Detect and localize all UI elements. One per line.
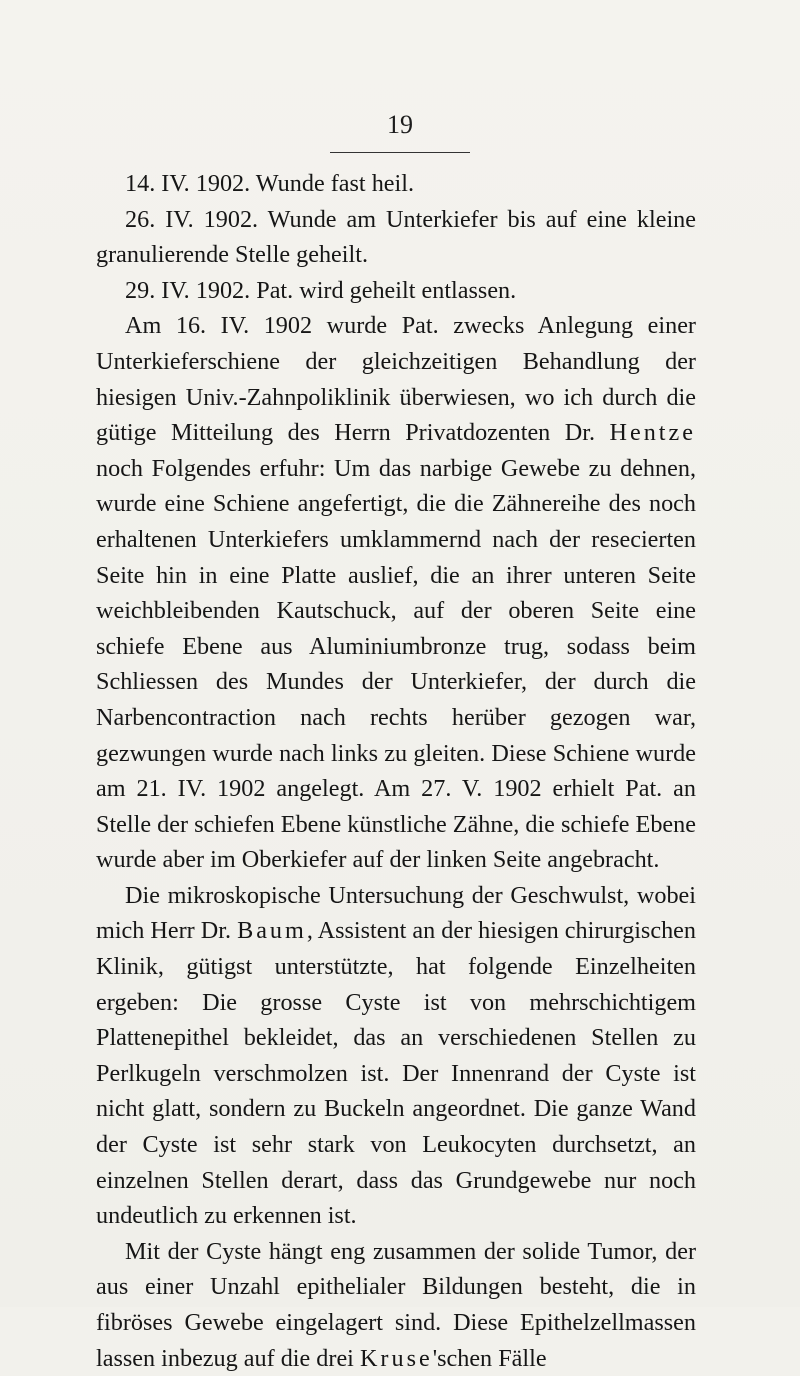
page-number: 19 — [387, 110, 413, 139]
paragraph-6-text-b: 'schen Fälle — [432, 1344, 547, 1372]
paragraph-5-text-b: , Assistent an der hiesigen chirurgischen Klinik, gütigst unterstützte, hat folgende Einzelheiten ergeben: Die grosse Cyste ist von mehrschichtigem Plattenepithel bekleidet, das an verschiedenen Stellen zu Perlkugeln verschmolzen ist. Der Innenrand der Cyste ist nicht glatt, sondern zu Buckeln angeordnet. Die ganze Wand der Cyste ist sehr stark von Leukocyten durchsetzt, an einzelnen Stellen derart, dass das Grundgewebe nur noch undeutlich zu erkennen ist. — [96, 917, 697, 1230]
body-text — [96, 166, 696, 1376]
paragraph-4-text-b: noch Folgendes erfuhr: Um das narbige Gewebe zu dehnen, wurde eine Schiene angefertigt, die die Zähnereihe des noch erhaltenen Unterkiefers umklammernd nach der resecierten Seite hin in eine Platte auslief, die an ihrer unteren Seite weichbleibenden Kautschuck, auf der oberen Seite eine schiefe Ebene aus Aluminiumbronze trug, sodass beim Schliessen des Mundes der Unterkiefer, der durch die Narbencontraction nach rechts herüber gezogen war, gezwungen wurde nach links zu gleiten. Diese Schiene wurde am 21. IV. 1902 angelegt. Am 27. V. 1902 erhielt Pat. an Stelle der schiefen Ebene künstliche Zähne, die schiefe Ebene wurde aber im Oberkiefer auf der linken Seite angebracht. — [96, 454, 696, 874]
paragraph-6 — [96, 1234, 696, 1376]
person-name-hentze: Hentze — [609, 419, 696, 447]
header-rule — [330, 152, 470, 153]
paragraph-3: 29. IV. 1902. Pat. wird geheilt entlassen. — [125, 276, 517, 304]
person-name-kruse: Kruse — [359, 1344, 433, 1372]
paragraph-2: 26. IV. 1902. Wunde am Unterkiefer bis auf eine kleine granulierende Stelle geheilt. — [96, 205, 696, 269]
paragraph-1: 14. IV. 1902. Wunde fast heil. — [125, 170, 415, 197]
paragraph-5-text-a: Die mikroskopische Untersuchung der Geschwulst, wobei mich Herr Dr. — [96, 881, 696, 945]
paragraph-4-text-a: Am 16. IV. 1902 wurde Pat. zwecks Anlegung einer Unterkieferschiene der gleichzeitigen Behandlung der hiesigen Univ.-Zahnpoliklinik überwiesen, wo ich durch die gütige Mitteilung des Herrn Privatdozenten Dr. — [96, 312, 696, 447]
person-name-baum: Baum — [237, 917, 307, 945]
paragraph-5 — [96, 878, 696, 1234]
paragraph-6-text-a: Mit der Cyste hängt eng zusammen der solide Tumor, der aus einer Unzahl epithelialer Bildungen besteht, die in fibröses Gewebe eingelagert sind. Diese Epithelzellmassen lassen inbezug auf die drei — [96, 1237, 696, 1372]
paragraph-4 — [96, 308, 696, 878]
